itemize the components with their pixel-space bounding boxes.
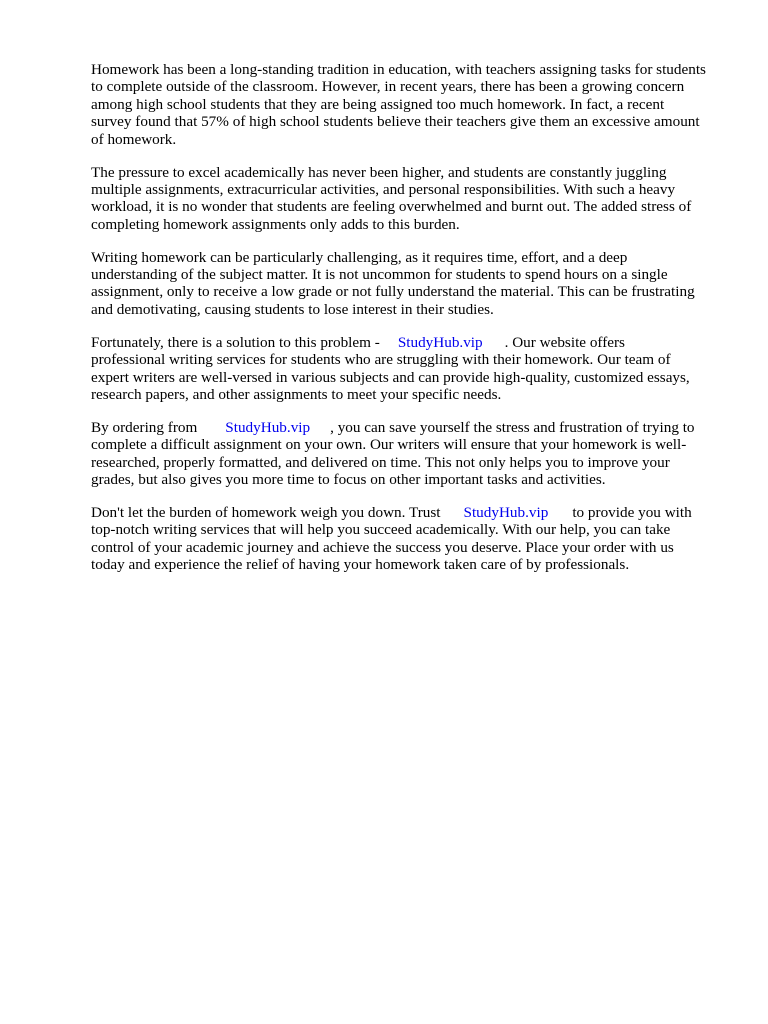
text-line: completing homework assignments only adds to this burden. [91,215,460,233]
paragraph-5 [91,419,723,489]
text-line: top-notch writing services that will help you succeed academically. With our help, you can take [91,521,671,539]
text-line: today and experience the relief of having your homework taken care of by professionals. [91,556,630,574]
text-line: understanding of the subject matter. It is not uncommon for students to spend hours on a single [91,266,668,284]
text-line: multiple assignments, extracurricular activities, and personal responsibilities. With such a heavy [91,180,676,198]
text-line: researched, properly formatted, and delivered on time. This not only helps you to improve your [91,453,670,471]
text-segment: to provide you with [572,504,692,522]
text-line: control of your academic journey and achieve the success you deserve. Place your order with us [91,538,674,556]
text-line: of homework. [91,130,177,148]
studyhub-link[interactable]: StudyHub.vip [463,504,549,522]
text-line: expert writers are well-versed in various subjects and can provide high-quality, customized essays, [91,368,690,386]
paragraph-3 [91,249,723,319]
text-line: workload, it is no wonder that students are feeling overwhelmed and burnt out. The added stress of [91,198,692,216]
text-line: survey found that 57% of high school students believe their teachers give them an excessive amount [91,113,700,131]
text-segment: Fortunately, there is a solution to this problem - [91,333,380,351]
text-segment: , you can save yourself the stress and frustration of trying to [330,418,695,436]
text-line: grades, but also gives you more time to focus on other important tasks and activities. [91,471,606,489]
text-line-with-link [91,419,723,436]
text-segment: Don't let the burden of homework weigh you down. Trust [91,504,441,522]
studyhub-link[interactable]: StudyHub.vip [397,333,483,351]
studyhub-link[interactable]: StudyHub.vip [225,418,311,436]
text-segment: . Our website offers [504,333,625,351]
paragraph-4 [91,334,723,404]
text-segment: By ordering from [91,418,198,436]
paragraph-2 [91,164,723,234]
text-line: Homework has been a long-standing tradition in education, with teachers assigning tasks for students [91,61,706,78]
text-line-with-link [91,334,723,351]
document-body [91,61,723,589]
text-line: professional writing services for students who are struggling with their homework. Our team of [91,351,671,369]
text-line: to complete outside of the classroom. However, in recent years, there has been a growing concern [91,78,685,96]
text-line: Writing homework can be particularly challenging, as it requires time, effort, and a deep [91,248,628,266]
text-line: The pressure to excel academically has never been higher, and students are constantly juggling [91,163,667,181]
text-line: and demotivating, causing students to lose interest in their studies. [91,300,494,318]
text-line: assignment, only to receive a low grade or not fully understand the material. This can be frustrating [91,283,695,301]
paragraph-6 [91,504,723,574]
text-line: among high school students that they are being assigned too much homework. In fact, a recent [91,95,665,113]
paragraph-1 [91,61,723,148]
text-line: complete a difficult assignment on your own. Our writers will ensure that your homework is well- [91,436,687,454]
text-line-with-link [91,504,723,521]
text-line: research papers, and other assignments to meet your specific needs. [91,386,502,403]
